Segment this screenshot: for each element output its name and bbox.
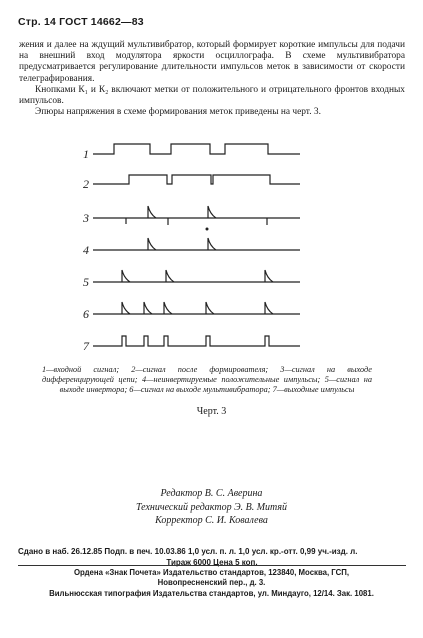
- row-label-7: 7: [83, 339, 89, 353]
- row-label-3: 3: [83, 211, 89, 225]
- row-label-1: 1: [83, 147, 89, 161]
- waveform-2: [93, 175, 300, 184]
- row-label-6: 6: [83, 307, 89, 321]
- waveform-6: [93, 302, 300, 314]
- tech-editor-line: Технический редактор Э. В. Митяй: [135, 501, 288, 513]
- imprint-line-3: Вильнюсская типография Издательства стандартов, ул. Миндауго, 12/14. Зак. 1081.: [49, 588, 374, 598]
- page-header: Стр. 14 ГОСТ 14662—83: [18, 16, 144, 28]
- imprint-line-2: Новопресненский пер., д. 3.: [157, 578, 266, 588]
- imprint: [0, 568, 423, 599]
- figure-label: Черт. 3: [196, 406, 227, 417]
- row-label-5: 5: [83, 275, 89, 289]
- body-text: [19, 40, 405, 118]
- publication-line-2: Тираж 6000 Цена 5 коп.: [166, 558, 258, 567]
- publication-line-1: Сдано в наб. 26.12.85 Подп. в печ. 10.03.86 1,0 усл. п. л. 1,0 усл. кр.-отт. 0,99 уч.-изд. л.: [18, 547, 358, 556]
- waveform-5: [93, 270, 300, 282]
- editor-line: Редактор В. С. Аверина: [160, 488, 263, 499]
- waveform-7: [93, 336, 300, 346]
- row-label-4: 4: [83, 243, 89, 257]
- corrector-line: Корректор С. И. Ковалева: [155, 515, 268, 527]
- imprint-line-1: Ордена «Знак Почета» Издательство стандартов, 123840, Москва, ГСП,: [73, 568, 350, 577]
- paragraph-1: жения и далее на ждущий мультивибратор, который формирует короткие импульсы для подачи на внешний вход модулятора яркости осциллографа. В схеме мультивибратора предусматривается регулирование длительности импульсов меток в зависимости от скорости телеграфирования.: [19, 40, 405, 84]
- waveform-1: [93, 144, 300, 154]
- credits: [0, 487, 423, 528]
- row-label-2: 2: [83, 177, 89, 191]
- waveform-4: [93, 238, 300, 250]
- paragraph-2: Кнопками К₁ и К₂ включают метки от положительного и отрицательного фронтов входных импульсов.: [19, 84, 405, 107]
- waveform-3: [93, 206, 300, 230]
- figure-caption: 1—входной сигнал; 2—сигнал после формирователя; 3—сигнал на выходе дифференцирующей цепи; 4—неинвертируемые положительные импульсы; 5—сигнал на выходе инвертора; 6—сигнал на выходе мультивибратора; 7—выходные импульсы: [42, 365, 372, 395]
- timing-diagram: [0, 138, 423, 360]
- paragraph-3: Эпюры напряжения в схеме формирования меток приведены на черт. 3.: [35, 107, 321, 118]
- divider: [18, 565, 406, 566]
